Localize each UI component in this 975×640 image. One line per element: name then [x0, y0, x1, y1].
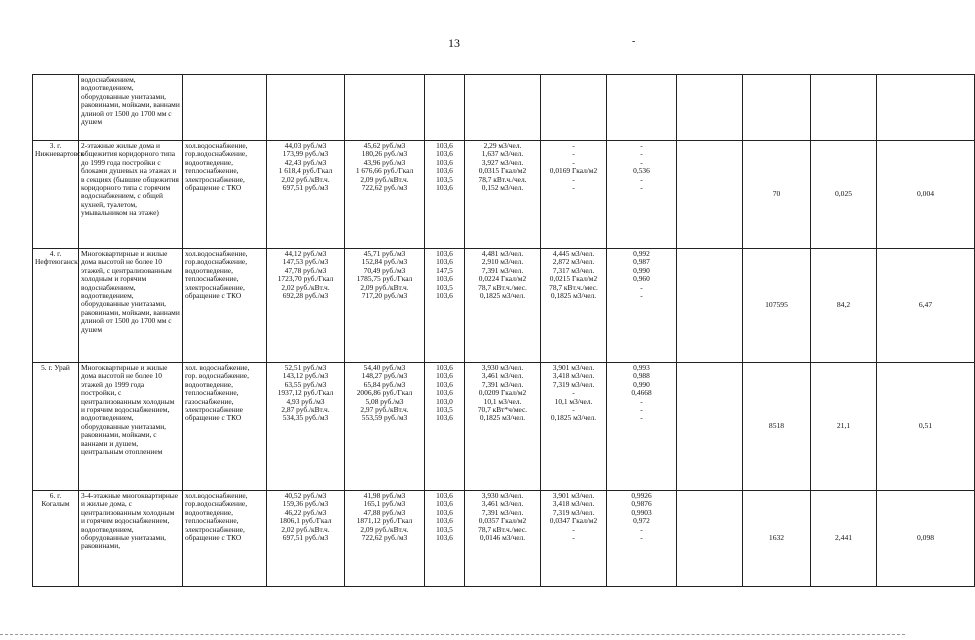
city-cell: 5. г. Урай	[33, 363, 79, 491]
norms-cell-line: 2,910 м3/чел.	[481, 257, 524, 267]
services-cell-line: обращение с ТКО	[185, 413, 242, 423]
table-row	[33, 75, 975, 141]
tariffs-cell-line: 44,03 руб./м3	[284, 141, 327, 150]
tariffs-cell	[267, 491, 345, 587]
coefs-cell-line: 0,987	[633, 257, 650, 267]
norms2-cell-line: -	[572, 149, 575, 159]
norms2-cell-line: 2,872 м3/чел.	[552, 257, 595, 267]
tariffs2-cell	[345, 363, 425, 491]
norms-cell-line: 0,0357 Гкал/м2	[478, 516, 527, 526]
tariffs2-cell-line: 2006,86 руб./Гкал	[356, 388, 413, 398]
norms-cell	[465, 249, 541, 363]
tariffs2-cell	[345, 491, 425, 587]
services-cell-line: электроснабжение,	[185, 524, 245, 534]
coefs-cell-line: -	[640, 149, 643, 159]
total2-cell: 0,025	[811, 141, 877, 249]
tariffs-cell-line: 1937,12 руб./Гкал	[277, 388, 334, 398]
city-cell: 4. г. Нефтеюганск	[33, 249, 79, 363]
coefs-cell-line: -	[640, 405, 643, 415]
coefs-cell	[607, 75, 677, 141]
services-cell-line: хол.водоснабжение,	[185, 491, 248, 500]
norms-cell-line: 0,1825 м3/чел.	[479, 413, 526, 423]
coefs-cell-line: 0,993	[633, 363, 650, 372]
empty-cell	[677, 249, 743, 363]
total1-cell: 107595	[743, 249, 811, 363]
norms2-cell-line: -	[572, 524, 575, 534]
norms2-cell-line: -	[572, 141, 575, 150]
tariffs2-cell-line: 165,1 руб./м3	[363, 499, 406, 509]
norms2-cell-line: 3,418 м3/чел.	[552, 499, 595, 509]
norms-cell-line: 0,0209 Гкал/м2	[478, 388, 527, 398]
tariffs-cell-line: 52,51 руб./м3	[284, 363, 327, 372]
norms2-cell-line: 0,0215 Гкал/м2	[549, 274, 598, 284]
tariffs2-cell-line: 553,59 руб./м3	[361, 413, 408, 423]
coefs-cell-line: -	[640, 396, 643, 406]
norms-cell-line: 78,7 кВт.ч./мес.	[478, 282, 527, 292]
services-cell	[183, 141, 267, 249]
tariffs2-cell-line: 722,62 руб./м3	[361, 533, 408, 543]
tariffs2-cell-line: 1 676,66 руб./Гкал	[355, 166, 414, 176]
services-cell-line: газоснабжение,	[185, 396, 234, 406]
coefs-cell-line: 0,9926	[631, 491, 652, 500]
indices-cell-line: 103,6	[436, 141, 453, 150]
norms-cell-line: 3,930 м3/чел.	[481, 491, 524, 500]
table-row	[33, 249, 975, 363]
coefs-cell-line: 0,990	[633, 379, 650, 389]
table-row	[33, 141, 975, 249]
total1-cell: 1632	[743, 491, 811, 587]
city-cell	[33, 75, 79, 141]
tariffs2-cell	[345, 75, 425, 141]
tariffs2-cell-line: 2,09 руб./кВт.ч.	[360, 282, 409, 292]
norms2-cell-line: 7,317 м3/чел.	[552, 265, 595, 275]
indices-cell-line: 103,6	[436, 516, 453, 526]
norms-cell-line: 7,391 м3/чел.	[481, 379, 524, 389]
services-cell-line: обращение с ТКО	[185, 291, 242, 301]
indices-cell-line: 147,5	[436, 265, 453, 275]
tariffs2-cell	[345, 249, 425, 363]
indices-cell-line: 103,0	[436, 396, 453, 406]
tariffs2-cell-line: 2,09 руб./кВт.ч.	[360, 174, 409, 184]
norms-cell-line: 3,461 м3/чел.	[481, 499, 524, 509]
services-cell-line: хол. водоснабжение,	[185, 363, 250, 372]
description-cell: водоснабжением, водоотведением, оборудованные унитазами, раковинами, мойками, ваннами длиной от 1500 до 1700 мм с душем	[79, 75, 183, 141]
indices-cell	[425, 141, 465, 249]
empty-cell	[677, 363, 743, 491]
norms-cell-line: 7,391 м3/чел.	[481, 265, 524, 275]
norms-cell-line: 0,1825 м3/чел.	[479, 291, 526, 301]
coefs-cell-line: 0,992	[633, 249, 650, 258]
total3-cell: 6,47	[877, 249, 975, 363]
tariffs-cell-line: 40,52 руб./м3	[284, 491, 327, 500]
description-cell: Многоквартирные и жилые дома высотой не более 10 этажей, с централизованным холодным и горячим водоснабжением, водоотведением, оборудованные унитазами, раковинами, мойками, ваннами длиной от 1500 до 1700 мм с душем	[79, 249, 183, 363]
tariffs-cell	[267, 249, 345, 363]
norms-cell-line: 3,930 м3/чел.	[481, 363, 524, 372]
tariffs-cell-line: 46,22 руб./м3	[284, 507, 327, 517]
services-cell-line: хол.водоснабжение,	[185, 141, 248, 150]
city-cell: 3. г. Нижневартовск	[33, 141, 79, 249]
indices-cell-line: 103,6	[436, 363, 453, 372]
norms2-cell-line: 0,0347 Гкал/м2	[549, 516, 598, 526]
norms-cell-line: 7,391 м3/чел.	[481, 507, 524, 517]
norms2-cell-line: 0,1825 м3/чел.	[550, 413, 597, 423]
norms-cell-line: 70,7 кВт*ч/мес.	[477, 405, 528, 415]
norms2-cell-line: 3,901 м3/чел.	[552, 491, 595, 500]
norms-cell	[465, 141, 541, 249]
norms-cell-line: 0,152 м3/чел.	[481, 183, 524, 193]
norms-cell	[465, 363, 541, 491]
tariffs2-cell-line: 1871,12 руб./Гкал	[356, 516, 413, 526]
norms2-cell	[541, 491, 607, 587]
coefs-cell-line: -	[640, 141, 643, 150]
norms-cell-line: 3,927 м3/чел.	[481, 157, 524, 167]
coefs-cell-line: -	[640, 183, 643, 193]
tariffs-cell-line: 1723,70 руб./Гкал	[277, 274, 334, 284]
indices-cell-line: 103,6	[436, 491, 453, 500]
norms-cell-line: 1,637 м3/чел.	[481, 149, 524, 159]
tariffs2-cell	[345, 141, 425, 249]
coefs-cell	[607, 491, 677, 587]
indices-cell	[425, 363, 465, 491]
norms-cell-line: 0,0224 Гкал/м2	[478, 274, 527, 284]
services-cell-line: обращение с ТКО	[185, 533, 242, 543]
tariffs2-cell-line: 152,84 руб./м3	[361, 257, 408, 267]
tariffs2-cell-line: 45,71 руб./м3	[363, 249, 406, 258]
description-cell: Многоквартирные и жилые дома высотой не более 10 этажей до 1999 года постройки, с централизованным холодным и горячим водоснабжением, водоотведением, оборудованные унитазами, раковинами, мойками, с ваннами и душем, центральным отоплением	[79, 363, 183, 491]
norms2-cell	[541, 75, 607, 141]
tariffs-cell	[267, 141, 345, 249]
total1-cell	[743, 75, 811, 141]
empty-cell	[677, 75, 743, 141]
coefs-cell-line: -	[640, 291, 643, 301]
indices-cell-line: 103,6	[436, 274, 453, 284]
coefs-cell	[607, 363, 677, 491]
norms2-cell-line: 0,0169 Гкал/м2	[549, 166, 598, 176]
norms2-cell-line: 78,7 кВт.ч./мес.	[549, 282, 598, 292]
norms2-cell-line: 4,445 м3/чел.	[552, 249, 595, 258]
description-cell: 2-этажные жилые дома и общежития коридорного типа до 1999 года постройки с блоками душевых на этажах и в секциях (бывшие общежития коридорного типа с горячим водоснабжением, с общей кухней, туалетом, умывальником на этаже)	[79, 141, 183, 249]
norms2-cell-line: -	[572, 388, 575, 398]
coefs-cell-line: -	[640, 413, 643, 423]
tariffs2-cell-line: 180,26 руб./м3	[361, 149, 408, 159]
norms-cell-line: 78,7 кВт.ч./мес.	[478, 524, 527, 534]
services-cell-line: теплоснабжение,	[185, 166, 239, 176]
total3-cell	[877, 75, 975, 141]
norms2-cell-line: -	[572, 174, 575, 184]
total1-cell: 70	[743, 141, 811, 249]
tariffs-cell-line: 47,78 руб./м3	[284, 265, 327, 275]
description-cell: 3-4-этажные многоквартирные и жилые дома, с централизованным холодным и горячим водоснабжением, водоотведением, оборудованные унитазами, раковинами,	[79, 491, 183, 587]
tariffs-cell-line: 1 618,4 руб./Гкал	[278, 166, 333, 176]
tariffs2-cell-line: 2,97 руб./кВт.ч.	[360, 405, 409, 415]
services-cell-line: водоотведение,	[185, 379, 233, 389]
city-cell: 6. г. Когалым	[33, 491, 79, 587]
coefs-cell-line: 0,990	[633, 265, 650, 275]
tariffs-cell-line: 2,02 руб./кВт.ч.	[281, 524, 330, 534]
services-cell-line: гор.водоснабжение,	[185, 149, 248, 159]
coefs-cell	[607, 141, 677, 249]
norms-cell-line: 4,481 м3/чел.	[481, 249, 524, 258]
services-cell-line: гор. водоснабжение,	[185, 371, 249, 381]
norms-cell-line: 3,461 м3/чел.	[481, 371, 524, 381]
tariffs2-cell-line: 717,20 руб./м3	[361, 291, 408, 301]
indices-cell-line: 103,6	[436, 183, 453, 193]
coefs-cell-line: 0,988	[633, 371, 650, 381]
coefs-cell-line: 0,9876	[631, 499, 652, 509]
coefs-cell-line: 0,4668	[631, 388, 652, 398]
services-cell-line: теплоснабжение,	[185, 388, 239, 398]
tariffs2-cell-line: 65,84 руб./м3	[363, 379, 406, 389]
norms2-cell-line: 3,418 м3/чел.	[552, 371, 595, 381]
tariffs-cell	[267, 75, 345, 141]
total3-cell: 0,51	[877, 363, 975, 491]
indices-cell-line: 103,6	[436, 257, 453, 267]
norms-cell-line: 0,0315 Гкал/м2	[478, 166, 527, 176]
services-cell	[183, 75, 267, 141]
norms2-cell	[541, 363, 607, 491]
services-cell-line: теплоснабжение,	[185, 516, 239, 526]
indices-cell-line: 103,6	[436, 507, 453, 517]
total1-cell: 8518	[743, 363, 811, 491]
indices-cell	[425, 491, 465, 587]
norms2-cell-line: 7,319 м3/чел.	[552, 507, 595, 517]
indices-cell-line: 103,6	[436, 249, 453, 258]
indices-cell-line: 103,6	[436, 379, 453, 389]
tariffs2-cell-line: 43,96 руб./м3	[363, 157, 406, 167]
total2-cell: 21,1	[811, 363, 877, 491]
services-cell-line: гор.водоснабжение,	[185, 257, 248, 267]
tariffs2-cell-line: 2,09 руб./кВт.ч.	[360, 524, 409, 534]
page-mark: -	[632, 36, 636, 47]
indices-cell-line: 103,5	[436, 174, 453, 184]
tariffs2-cell-line: 54,40 руб./м3	[363, 363, 406, 372]
norms2-cell-line: -	[572, 157, 575, 167]
services-cell-line: водоотведение,	[185, 265, 233, 275]
total3-cell: 0,004	[877, 141, 975, 249]
tariffs2-cell-line: 45,62 руб./м3	[363, 141, 406, 150]
services-cell-line: электроснабжение	[185, 405, 243, 415]
services-cell-line: гор.водоснабжение,	[185, 499, 248, 509]
indices-cell-line: 103,6	[436, 499, 453, 509]
total2-cell: 2,441	[811, 491, 877, 587]
tariffs-cell-line: 534,35 руб./м3	[282, 413, 329, 423]
indices-cell-line: 103,5	[436, 282, 453, 292]
tariffs2-cell-line: 5,08 руб./м3	[365, 396, 404, 406]
tariffs-cell-line: 692,28 руб./м3	[282, 291, 329, 301]
table-row	[33, 363, 975, 491]
tariffs2-cell-line: 148,27 руб./м3	[361, 371, 408, 381]
norms-cell	[465, 75, 541, 141]
indices-cell-line: 103,5	[436, 524, 453, 534]
indices-cell-line: 103,6	[436, 533, 453, 543]
norms2-cell-line: -	[572, 405, 575, 415]
services-cell	[183, 249, 267, 363]
tariffs-cell-line: 147,53 руб./м3	[282, 257, 329, 267]
services-cell-line: водоотведение,	[185, 157, 233, 167]
tariffs-cell-line: 173,99 руб./м3	[282, 149, 329, 159]
services-cell-line: водоотведение,	[185, 507, 233, 517]
norms2-cell-line: 0,1825 м3/чел.	[550, 291, 597, 301]
tariffs2-cell-line: 47,88 руб./м3	[363, 507, 406, 517]
tariffs-cell-line: 42,43 руб./м3	[284, 157, 327, 167]
norms2-cell-line: -	[572, 533, 575, 543]
services-cell-line: обращение с ТКО	[185, 183, 242, 193]
total2-cell: 84,2	[811, 249, 877, 363]
coefs-cell-line: -	[640, 157, 643, 167]
tariffs2-cell-line: 722,62 руб./м3	[361, 183, 408, 193]
tariff-table	[32, 74, 975, 587]
empty-cell	[677, 141, 743, 249]
services-cell	[183, 491, 267, 587]
indices-cell-line: 103,6	[436, 166, 453, 176]
norms2-cell-line: 3,901 м3/чел.	[552, 363, 595, 372]
norms2-cell	[541, 249, 607, 363]
norms2-cell-line: 7,319 м3/чел.	[552, 379, 595, 389]
tariffs-cell-line: 143,12 руб./м3	[282, 371, 329, 381]
coefs-cell	[607, 249, 677, 363]
services-cell-line: хол.водоснабжение,	[185, 249, 248, 258]
norms-cell-line: 2,29 м3/чел.	[483, 141, 522, 150]
tariffs-cell-line: 44,12 руб./м3	[284, 249, 327, 258]
norms-cell	[465, 491, 541, 587]
services-cell	[183, 363, 267, 491]
indices-cell	[425, 249, 465, 363]
tariffs-cell-line: 2,02 руб./кВт.ч.	[281, 174, 330, 184]
services-cell-line: теплоснабжение,	[185, 274, 239, 284]
tariffs-cell-line: 159,36 руб./м3	[282, 499, 329, 509]
norms-cell-line: 10,1 м3/чел.	[483, 396, 522, 406]
indices-cell-line: 103,6	[436, 291, 453, 301]
tariffs2-cell-line: 70,49 руб./м3	[363, 265, 406, 275]
empty-cell	[677, 491, 743, 587]
services-cell-line: электроснабжение,	[185, 174, 245, 184]
coefs-cell-line: -	[640, 174, 643, 184]
norms-cell-line: 0,0146 м3/чел.	[479, 533, 526, 543]
norms-cell-line: 78,7 кВт.ч./чел.	[478, 174, 527, 184]
indices-cell-line: 103,5	[436, 405, 453, 415]
tariffs-cell-line: 63,55 руб./м3	[284, 379, 327, 389]
coefs-cell-line: 0,9903	[631, 507, 652, 517]
page-number: 13	[448, 36, 460, 50]
indices-cell-line: 103,6	[436, 371, 453, 381]
coefs-cell-line: -	[640, 524, 643, 534]
coefs-cell-line: 0,536	[633, 166, 650, 176]
tariffs2-cell-line: 1785,75 руб./Гкал	[356, 274, 413, 284]
table-row	[33, 491, 975, 587]
indices-cell-line: 103,6	[436, 413, 453, 423]
indices-cell-line: 103,6	[436, 157, 453, 167]
norms2-cell	[541, 141, 607, 249]
coefs-cell-line: 0,960	[633, 274, 650, 284]
tariffs-cell-line: 697,51 руб./м3	[282, 533, 329, 543]
total3-cell: 0,098	[877, 491, 975, 587]
coefs-cell-line: -	[640, 533, 643, 543]
tariffs-cell-line: 4,93 руб./м3	[286, 396, 325, 406]
tariffs-cell-line: 2,87 руб./кВт.ч.	[281, 405, 330, 415]
tariffs-cell-line: 2,02 руб./кВт.ч.	[281, 282, 330, 292]
coefs-cell-line: -	[640, 282, 643, 292]
tariffs2-cell-line: 41,98 руб./м3	[363, 491, 406, 500]
tariffs-cell	[267, 363, 345, 491]
total2-cell	[811, 75, 877, 141]
norms2-cell-line: -	[572, 183, 575, 193]
indices-cell	[425, 75, 465, 141]
coefs-cell-line: 0,972	[633, 516, 650, 526]
norms2-cell-line: 10,1 м3/чел.	[554, 396, 593, 406]
indices-cell-line: 103,6	[436, 149, 453, 159]
services-cell-line: электроснабжение,	[185, 282, 245, 292]
page-bottom-edge	[0, 634, 905, 635]
tariffs-cell-line: 1806,1 руб./Гкал	[279, 516, 332, 526]
indices-cell-line: 103,6	[436, 388, 453, 398]
tariffs-cell-line: 697,51 руб./м3	[282, 183, 329, 193]
